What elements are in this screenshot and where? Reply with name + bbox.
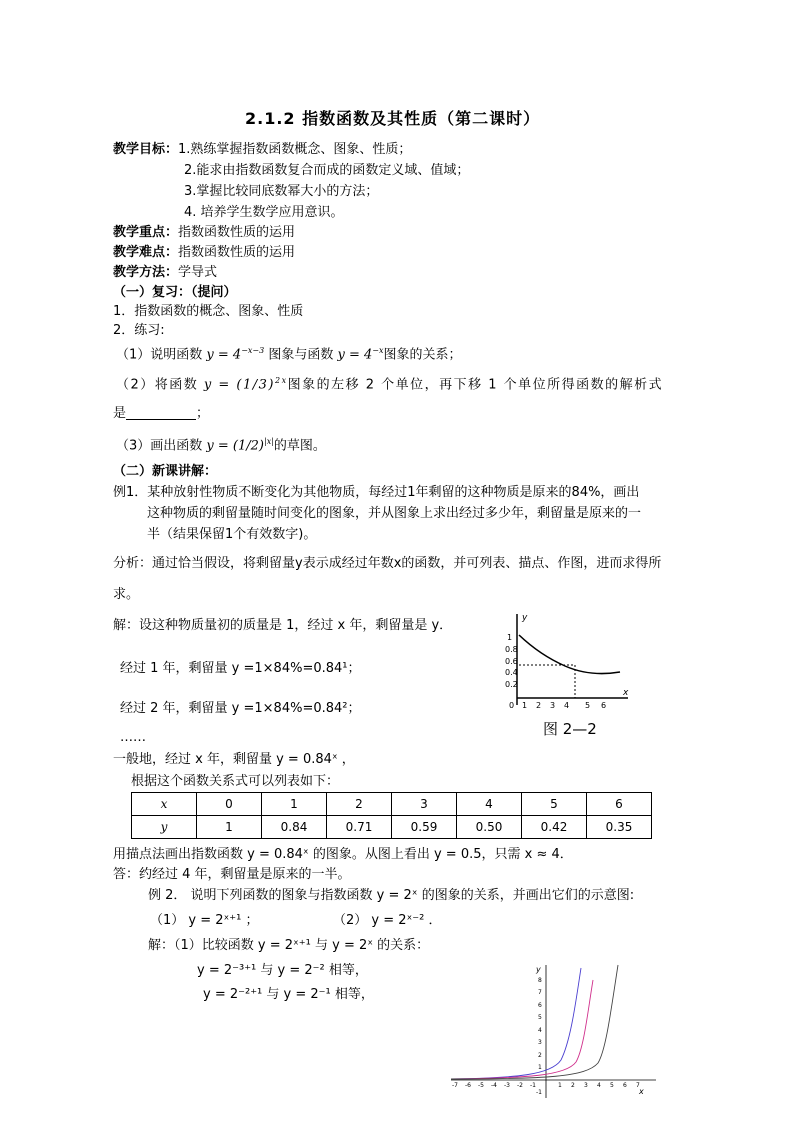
graph1-x-label: x (623, 688, 629, 698)
key-point-text: 指数函数性质的运用 (178, 225, 296, 240)
new-lesson-heading: （二）新课讲解： (113, 464, 218, 479)
ex2-exp: 2x (275, 376, 288, 385)
graph2-x-tick: -5 (478, 1082, 484, 1089)
example1-line: 这种物质的剩留量随时间变化的图象，并从图象上求出经过多少年，剩留量是原来的一 (147, 506, 642, 521)
solution-intro: 解：设这种物质量初的质量是 1，经过 x 年，剩留量是 y． (113, 618, 453, 633)
graph1-y-tick: 0.6 (505, 657, 518, 666)
exercise-3 (116, 433, 326, 455)
analysis-line: 求。 (113, 587, 140, 602)
example2-solution: 解：（1）比较函数 y = 2ˣ⁺¹ 与 y = 2ˣ 的关系： (148, 938, 430, 953)
table-cell: 4 (457, 793, 522, 816)
graph2-x-tick: 5 (610, 1082, 614, 1089)
answer-text: 答：约经过 4 年，剩留量是原来的一半。 (113, 867, 351, 882)
answer-blank[interactable] (126, 407, 196, 420)
ex3-text: （3）画出函数 (116, 438, 203, 454)
review-heading: （一）复习：（提问） (113, 285, 237, 300)
graph2-x-tick: 3 (584, 1082, 588, 1089)
graph1-x-tick: 1 (522, 701, 528, 710)
example2-part1: （1） y = 2ˣ⁺¹ ； (150, 913, 259, 928)
graph1-x-tick: 5 (585, 701, 591, 710)
ex1-text: （1）说明函数 (116, 347, 203, 363)
table-cell: 1 (262, 793, 327, 816)
review-q1: 1．指数函数的概念、图象、性质 (113, 304, 304, 319)
table-cell: 0.35 (587, 816, 652, 839)
ex3-formula: y = (1/2) (206, 438, 264, 454)
table-header-y: y (132, 816, 197, 839)
exercise-2 (116, 372, 663, 394)
objectives-label: 教学目标： (113, 142, 179, 157)
difficulty-label: 教学难点： (113, 245, 179, 260)
difficulty-text: 指数函数性质的运用 (178, 245, 296, 260)
exercise-2-line2 (113, 405, 209, 423)
graph2-y-tick: -1 (536, 1089, 542, 1096)
graph2-x-tick: 1 (558, 1082, 562, 1089)
graph2-y-tick: 6 (538, 1002, 542, 1009)
graph2-x-tick: -6 (465, 1082, 471, 1089)
page-title: 2.1.2 指数函数及其性质（第二课时） (245, 109, 541, 128)
year1-line: 经过 1 年，剩留量 y =1×84%=0.84¹； (120, 661, 361, 676)
graph2-x-tick: 7 (636, 1082, 640, 1089)
general-line: 一般地，经过 x 年，剩留量 y = 0.84ˣ ， (113, 752, 355, 767)
graph1-y-label: y (522, 613, 528, 623)
example1-line: 例1．某种放射性物质不断变化为其他物质，每经过1年剩留的这种物质是原来的84%，画出 (113, 485, 640, 500)
graph1-y-tick: 0.4 (505, 668, 518, 677)
key-point (113, 224, 295, 242)
table-cell: 0.71 (327, 816, 392, 839)
difficulty (113, 244, 295, 262)
table-cell: 0.42 (522, 816, 587, 839)
graph1-x-tick: 3 (550, 701, 556, 710)
ex2-text: （2）将函数 (116, 377, 199, 393)
table-cell: 1 (197, 816, 262, 839)
decay-graph (505, 610, 635, 745)
graph2-x-tick: 4 (597, 1082, 601, 1089)
objective-item: 1.熟练掌握指数函数概念、图象、性质； (178, 142, 412, 157)
graph2-y-tick: 4 (538, 1027, 542, 1034)
figure-caption: 图 2—2 (543, 720, 597, 738)
exercise-1 (116, 342, 462, 364)
curve-2-pow-x (451, 980, 593, 1079)
graph2-x-label: x (639, 1087, 644, 1096)
key-point-label: 教学重点： (113, 225, 179, 240)
objective-item: 3.掌握比较同底数幂大小的方法； (184, 184, 379, 199)
method-label: 教学方法： (113, 265, 179, 280)
graph2-y-tick: 2 (538, 1052, 542, 1059)
ellipsis: …… (120, 730, 146, 745)
ex1-exp-a: −x−3 (241, 346, 265, 355)
method-text: 学导式 (178, 265, 218, 280)
graph2-x-tick: -1 (530, 1082, 536, 1089)
ex3-exp: |x| (264, 437, 274, 446)
graph1-y-tick: 0.2 (505, 680, 518, 689)
objective-item: 2.能求由指数函数复合而成的函数定义域、值域； (184, 163, 470, 178)
example2-part2: （2） y = 2ˣ⁻² ． (333, 913, 442, 928)
table-cell: 0.50 (457, 816, 522, 839)
ex2-line2-pre: 是 (113, 406, 127, 421)
table-cell: 5 (522, 793, 587, 816)
graph1-origin: 0 (509, 701, 515, 710)
year2-line: 经过 2 年，剩留量 y =1×84%=0.84²； (120, 701, 361, 716)
graph1-y-tick: 0.8 (505, 645, 518, 654)
table-row (132, 816, 652, 839)
ex2-text-post: 图象的左移 2 个单位，再下移 1 个单位所得函数的解析式 (287, 377, 664, 393)
table-row (132, 793, 652, 816)
table-cell: 6 (587, 793, 652, 816)
plot-text: 用描点法画出指数函数 y = 0.84ˣ 的图象。从图上看出 y = 0.5，只需 x ≈ 4． (113, 847, 573, 862)
table-intro: 根据这个函数关系式可以列表如下： (131, 774, 340, 789)
example2-eq1: y = 2⁻³⁺¹ 与 y = 2⁻² 相等， (197, 963, 368, 978)
example2-line: 例 2． 说明下列函数的图象与指数函数 y = 2ˣ 的图象的关系，并画出它们的示意图: (148, 888, 635, 903)
graph2-y-tick: 3 (538, 1039, 542, 1046)
objectives (113, 141, 411, 159)
graph2-x-tick: -3 (504, 1082, 510, 1089)
graph1-x-tick: 6 (601, 701, 607, 710)
graph2-x-tick: 2 (571, 1082, 575, 1089)
ex1-formula-a: y = 4 (206, 347, 242, 363)
value-table (131, 792, 652, 839)
curve-2-pow-x-plus-1 (451, 968, 581, 1079)
table-cell: 0.59 (392, 816, 457, 839)
graph2-x-tick: -2 (517, 1082, 523, 1089)
graph2-y-label: y (536, 965, 541, 974)
graph2-x-tick: 6 (623, 1082, 627, 1089)
ex3-text-post: 的草图。 (273, 438, 326, 454)
graph2-y-tick: 5 (538, 1014, 542, 1021)
graph2-y-tick: 7 (538, 989, 542, 996)
ex1-text-mid: 图象与函数 (268, 347, 334, 363)
graph2-x-tick: -7 (452, 1082, 458, 1089)
graph1-x-tick: 2 (536, 701, 542, 710)
graph2-y-tick: 8 (538, 977, 542, 984)
table-cell: 0.84 (262, 816, 327, 839)
graph2-x-tick: -4 (491, 1082, 497, 1089)
graph2-y-tick: 1 (538, 1064, 542, 1071)
exponential-graph (446, 960, 658, 1100)
example1-line: 半（结果保留1个有效数字)。 (147, 527, 317, 542)
method (113, 264, 217, 282)
ex2-line2-post: ； (196, 406, 210, 421)
example2-eq2: y = 2⁻²⁺¹ 与 y = 2⁻¹ 相等， (203, 987, 374, 1002)
graph1-x-tick: 4 (564, 701, 570, 710)
ex1-text-post: 图象的关系； (383, 347, 462, 363)
table-cell: 2 (327, 793, 392, 816)
ex1-exp-b: −x (372, 346, 384, 355)
graph1-y-tick: 1 (507, 633, 513, 642)
table-cell: 0 (197, 793, 262, 816)
review-q2: 2．练习: (113, 323, 165, 338)
table-header-x: x (132, 793, 197, 816)
decay-curve (519, 635, 620, 674)
ex1-formula-b: y = 4 (337, 347, 373, 363)
analysis-line: 分析：通过恰当假设，将剩留量y表示成经过年数x的函数，并可列表、描点、作图，进而求得所 (113, 556, 662, 571)
graph2-y-ticks (536, 977, 542, 1096)
objective-item: 4. 培养学生数学应用意识。 (184, 205, 344, 220)
table-cell: 3 (392, 793, 457, 816)
ex2-formula: y = (1/3) (203, 377, 275, 393)
